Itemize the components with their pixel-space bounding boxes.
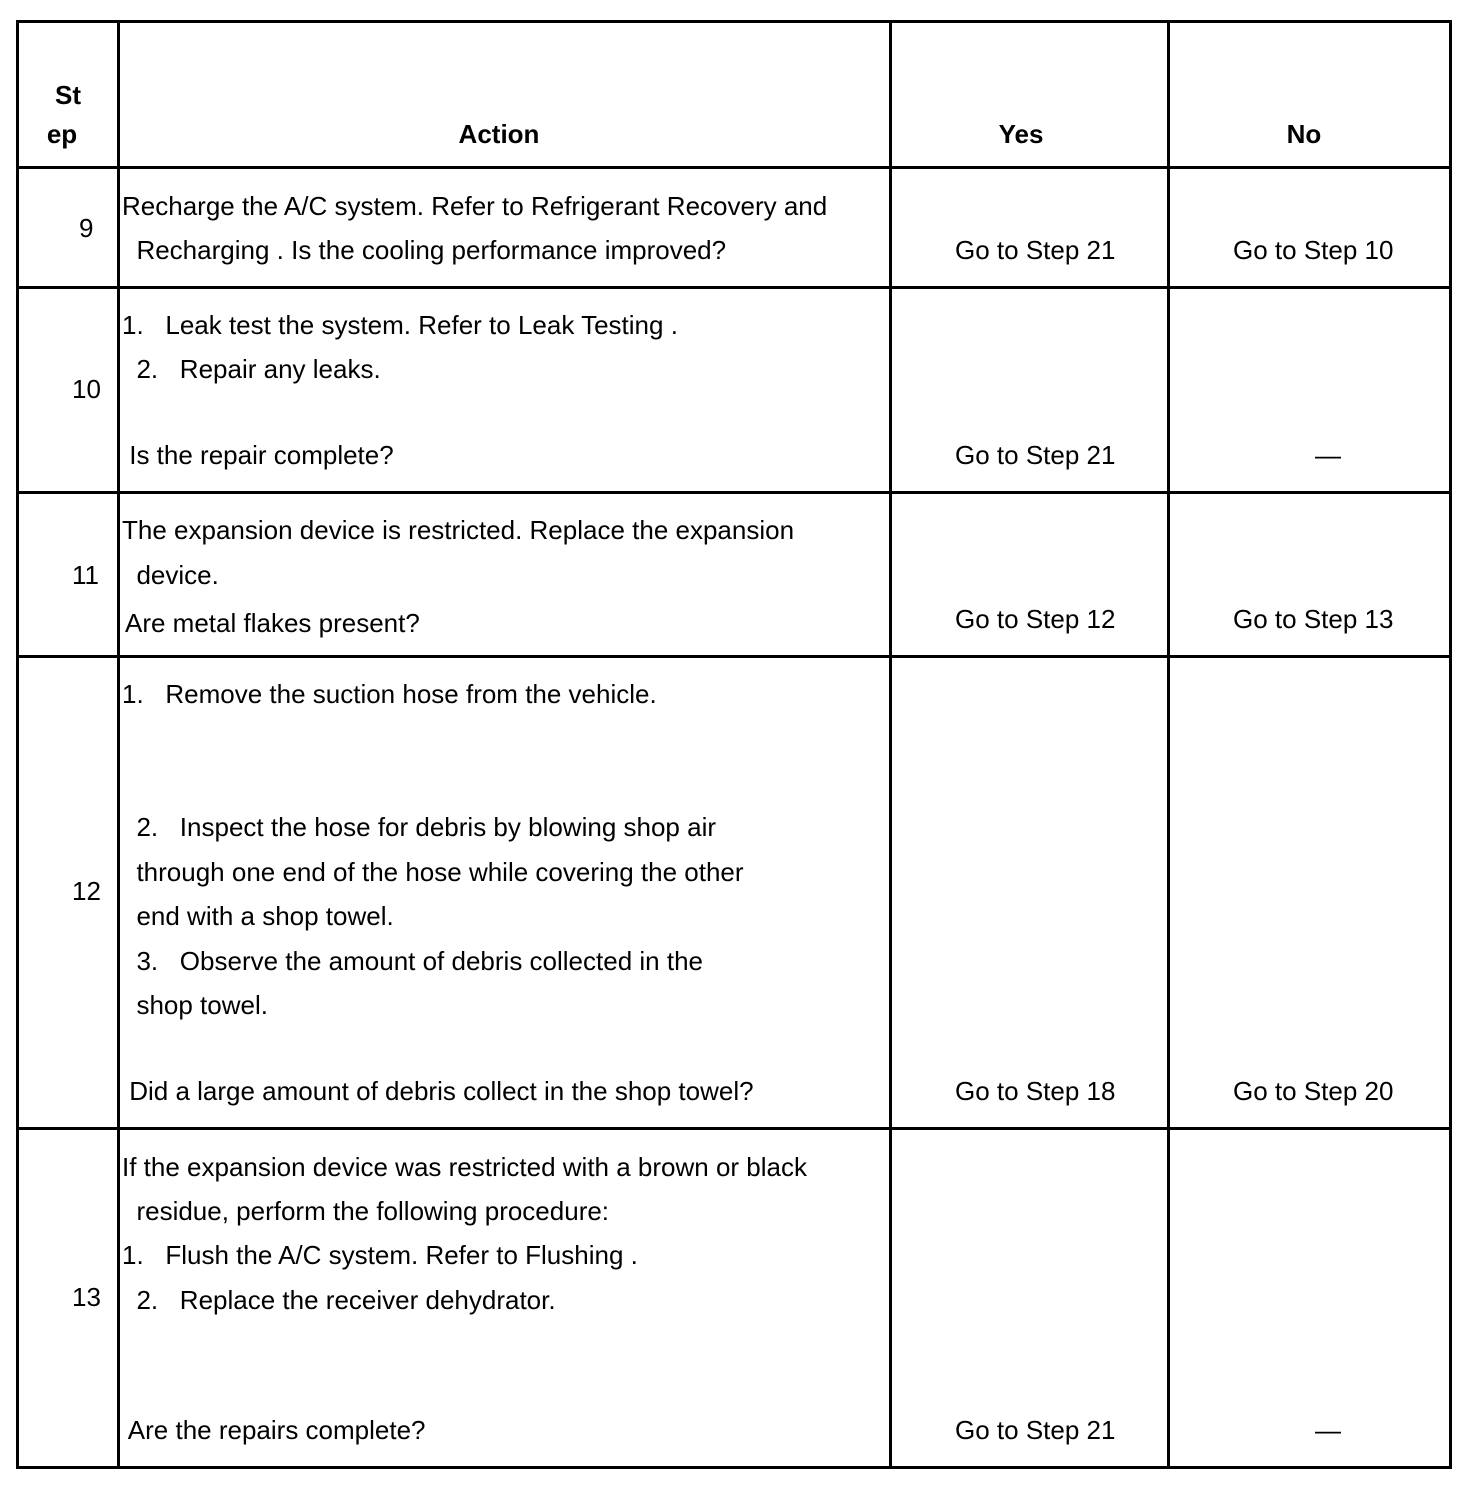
step-number: 11 — [72, 560, 99, 590]
table-border-bottom — [16, 1466, 1452, 1469]
yes-answer: Go to Step 21 — [955, 235, 1116, 265]
action-line: Did a large amount of debris collect in the shop towel? — [122, 1076, 754, 1106]
action-line: 2. Inspect the hose for debris by blowing shop air — [122, 812, 717, 842]
row-divider — [16, 491, 1452, 494]
action-line: residue, perform the following procedure: — [122, 1196, 610, 1226]
no-answer: — — [1315, 440, 1341, 470]
action-line: 1. Flush the A/C system. Refer to Flushing . — [122, 1240, 638, 1270]
step-number: 12 — [72, 876, 101, 906]
action-line: 1. Remove the suction hose from the vehicle. — [122, 679, 657, 709]
no-answer: Go to Step 20 — [1233, 1076, 1394, 1106]
column-divider — [889, 20, 892, 1469]
step-number: 10 — [72, 374, 101, 404]
action-line: 2. Repair any leaks. — [122, 354, 381, 384]
table-border-left — [16, 20, 19, 1469]
row-divider — [16, 166, 1452, 169]
diagnostic-table — [16, 20, 1452, 1469]
header-step-line2: ep — [46, 119, 78, 149]
action-line: Recharge the A/C system. Refer to Refrigerant Recovery and — [122, 191, 828, 221]
action-line: through one end of the hose while covering the other — [122, 857, 744, 887]
action-line: 2. Replace the receiver dehydrator. — [122, 1285, 556, 1315]
header-step-line1: St — [55, 80, 81, 110]
action-line: The expansion device is restricted. Replace the expansion — [122, 515, 795, 545]
header-action: Action — [458, 119, 540, 149]
action-line: 3. Observe the amount of debris collected in the — [122, 946, 703, 976]
yes-answer: Go to Step 12 — [955, 604, 1116, 634]
column-divider — [117, 20, 120, 1469]
action-line: If the expansion device was restricted with a brown or black — [122, 1152, 808, 1182]
yes-answer: Go to Step 21 — [955, 1415, 1116, 1445]
header-yes: Yes — [998, 119, 1044, 149]
header-no: No — [1286, 119, 1322, 149]
no-answer: Go to Step 13 — [1233, 604, 1394, 634]
table-border-top — [16, 20, 1452, 23]
column-divider — [1167, 20, 1170, 1469]
yes-answer: Go to Step 18 — [955, 1076, 1116, 1106]
yes-answer: Go to Step 21 — [955, 440, 1116, 470]
action-line: device. — [122, 560, 219, 590]
row-divider — [16, 655, 1452, 658]
step-number: 13 — [72, 1282, 101, 1312]
row-divider — [16, 1127, 1452, 1130]
table-border-right — [1449, 20, 1452, 1469]
action-line: 1. Leak test the system. Refer to Leak Testing . — [122, 310, 678, 340]
no-answer: — — [1315, 1415, 1341, 1445]
action-line: Are the repairs complete? — [122, 1415, 426, 1445]
action-line: Recharging . Is the cooling performance improved? — [122, 235, 727, 265]
no-answer: Go to Step 10 — [1233, 235, 1394, 265]
action-line: Are metal flakes present? — [125, 608, 420, 638]
action-line: Is the repair complete? — [122, 440, 394, 470]
row-divider — [16, 286, 1452, 289]
step-number: 9 — [79, 213, 94, 243]
action-line: end with a shop towel. — [122, 901, 394, 931]
action-line: shop towel. — [122, 990, 268, 1020]
